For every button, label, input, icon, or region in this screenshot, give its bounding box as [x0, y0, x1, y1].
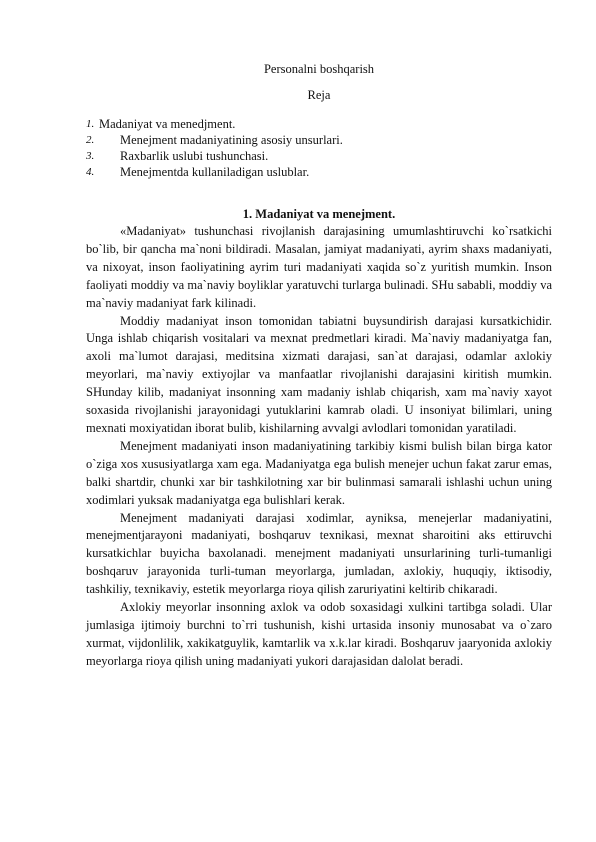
toc-item-number: 3. — [86, 150, 95, 162]
paragraph: Menejment madaniyati inson madaniyatining tarkibiy kismi bulish bilan birga kator o`ziga xos xususiyatlarga xam ega. Madaniyatga ega bulish menejer uchun fakat zarur emas, balki shartdir, chunki xar bir tashkilotning xar bir bulinmasi samarali ishlashi uchun uning xodimlari yuksak madaniyatga ega bulishlari kerak. — [86, 438, 552, 507]
paragraph: Moddiy madaniyat inson tomonidan tabiatni buysundirish darajasi kursatkichidir. Unga ishlab chiqarish vositalari va mexnat predmetlari kiradi. Ma`naviy madaniyatga fan, axoli ma`lumot darajasi, meditsina xizmati darajasi, san`at darajasi, odamlar axlokiy meyorlari, ma`naviy extiyojlar va manfaatlar rivojlanishi darajasini kiritish mumkin. SHunday kilib, madaniyat insonning xam madaniy ishlab chiqarish, xam ma`naviy xayot soxasida rivojlanishi jarayonidagi yutuklarini kamrab oladi. U insoniyat bilimlari, uning mexnati moxiyatidan iborat bulib, kishilarning avvalgi avlodlari tomonidan yaratiladi. — [86, 313, 552, 435]
toc-item-label: Raxbarlik uslubi tushunchasi. — [120, 149, 269, 163]
paragraph: Axlokiy meyorlar insonning axlok va odob soxasidagi xulkini tartibga soladi. Ular jumlasiga ijtimoiy burchni to`rri tushunish, kishi urtasida insoniy munosabat va o`zaro xurmat, vijdonlilik, xakikatguylik, kamtarlik va x.k.lar kiradi. Boshqaruv jaaryonida axlokiy meyorlarga rioya qilish uning madaniyati yukori darajasidan dalolat beradi. — [86, 600, 552, 668]
toc-item — [86, 164, 552, 180]
document-subtitle: Reja — [307, 88, 331, 102]
document-title: Personalni boshqarish — [263, 62, 375, 76]
toc-item — [86, 148, 552, 164]
toc-item-label: Madaniyat va menedjment. — [99, 117, 236, 131]
paragraph: Menejment madaniyati darajasi xodimlar, ayniksa, menejerlar madaniyatini, menejmentjarayoni madaniyati, boshqaruv texnikasi, mexnat sharoitini aks ettiruvchi kursatkichlar buyicha baxolanadi. menejment madaniyati unsurlarining turli-tumanligi boshqaruv jarayonida turli-tuman meyorlarga, jumladan, axlokiy, huquqiy, iktisodiy, tashkiliy, texnikaviy, estetik meyorlarga rioya qilish zaruriyatini keltirib chikaradi. — [86, 510, 552, 597]
toc-item — [86, 132, 552, 148]
toc-item-number: 2. — [86, 134, 95, 146]
toc-item-label: Menejmentda kullaniladigan uslublar. — [120, 165, 310, 179]
section-heading: 1. Madaniyat va menejment. — [242, 207, 396, 221]
toc-item-number: 1. — [86, 118, 95, 130]
paragraph: «Madaniyat» tushunchasi rivojlanish darajasining umumlashtiruvchi ko`rsatkichi bo`lib, bir qancha ma`noni bildiradi. Masalan, jamiyat madaniyati, ayrim shaxs madaniyati, va nixoyat, inson faoliyatining ayrim turi madaniyati xaqida so`z yuritish mumkin. Inson faoliyati moddiy va ma`naviy boyliklar yaratuvchi turlarga bulinadi. SHu sababli, moddiy va ma`naviy madaniyat fark kilinadi. — [86, 224, 552, 310]
body-text — [86, 223, 552, 671]
table-of-contents — [86, 116, 552, 180]
toc-item-label: Menejment madaniyatining asosiy unsurlari. — [120, 133, 343, 147]
toc-item-number: 4. — [86, 166, 95, 178]
toc-item — [86, 116, 552, 132]
